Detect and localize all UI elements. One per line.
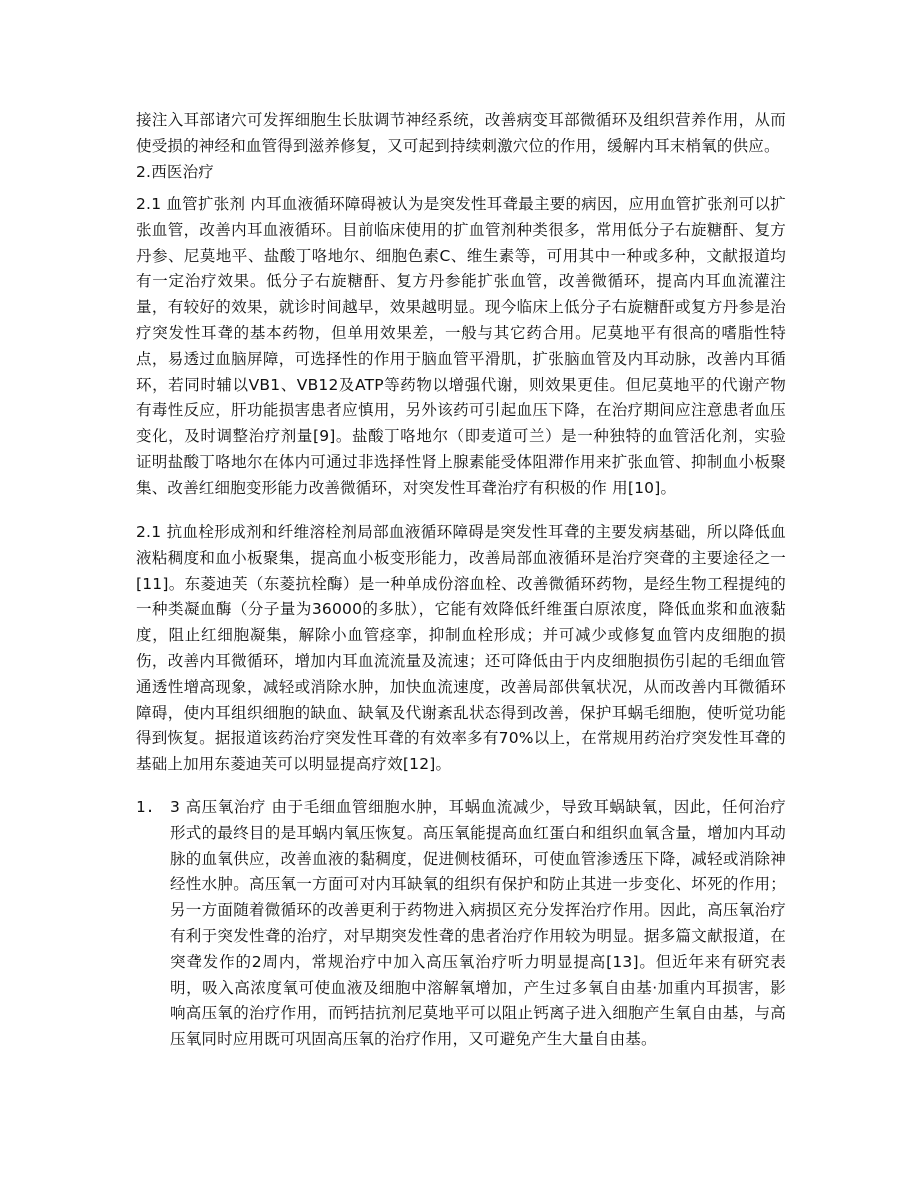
paragraph-intro: 接注入耳部诸穴可发挥细胞生长肽调节神经系统，改善病变耳部微循环及组织营养作用，从而使受损的神经和血管得到滋养修复，又可起到持续刺激穴位的作用，缓解内耳末梢氧的供应。 bbox=[136, 111, 786, 155]
section-heading-western-medicine: 2.西医治疗 bbox=[136, 163, 214, 181]
paragraph-hyperbaric-oxygen: 3 高压氧治疗 由于毛细血管细胞水肿，耳蜗血流减少，导致耳蜗缺氧，因此，任何治疗形式的最终目的是耳蜗内氧压恢复。高压氧能提高血红蛋白和组织血氧含量，增加内耳动脉的血氧供应，改善血液的黏稠度，促进侧枝循环，可使血管渗透压下降，减轻或消除神经性水肿。高压氧一方面可对内耳缺氧的组织有保护和防止其进一步变化、坏死的作用；另一方面随着微循环的改善更利于药物进入病损区充分发挥治疗作用。因此，高压氧治疗有利于突发性聋的治疗，对早期突发性聋的患者治疗作用较为明显。据多篇文献报道，在突聋发作的2周内，常规治疗中加入高压氧治疗听力明显提高[13]。但近年来有研究表明，吸入高浓度氧可使血液及细胞中溶解氧增加，产生过多氧自由基·加重内耳损害，影响高压氧的治疗作用，而钙拮抗剂尼莫地平可以阻止钙离子进入细胞产生氧自由基，与高压氧同时应用既可巩固高压氧的治疗作用，又可避免产生大量自由基。 bbox=[170, 798, 786, 1049]
paragraph-vasodilators: 2.1 血管扩张剂 内耳血液循环障碍被认为是突发性耳聋最主要的病因，应用血管扩张剂可以扩张血管，改善内耳血液循环。目前临床使用的扩血管剂种类很多，常用低分子右旋糖酐、复方丹参、尼莫地平、盐酸丁咯地尔、细胞色素C、维生素等，可用其中一种或多种，文献报道均有一定治疗效果。低分子右旋糖酐、复方丹参能扩张血管，改善微循环，提高内耳血流灌注量，有较好的效果，就诊时间越早，效果越明显。现今临床上低分子右旋糖酐或复方丹参是治疗突发性耳聋的基本药物，但单用效果差，一般与其它药合用。尼莫地平有很高的嗜脂性特点，易透过血脑屏障，可选择性的作用于脑血管平滑肌，扩张脑血管及内耳动脉，改善内耳循环，若同时辅以VB1、VB12及ATP等药物以增强代谢，则效果更佳。但尼莫地平的代谢产物有毒性反应，肝功能损害患者应慎用，另外该药可引起血压下降，在治疗期间应注意患者血压变化，及时调整治疗剂量[9]。盐酸丁咯地尔（即麦道可兰）是一种独特的血管活化剂，实验证明盐酸丁咯地尔在体内可通过非选择性肾上腺素能受体阻滞作用来扩张血管、抑制血小板聚集、改善红细胞变形能力改善微循环，对突发性耳聋治疗有积极的作 用[10]。 bbox=[136, 195, 786, 497]
paragraph-antithrombotics: 2.1 抗血栓形成剂和纤维溶栓剂局部血液循环障碍是突发性耳聋的主要发病基础，所以降低血液粘稠度和血小板聚集，提高血小板变形能力，改善局部血液循环是治疗突聋的主要途径之一[11]。东菱迪芙（东菱抗栓酶）是一种单成份溶血栓、改善微循环药物，是经生物工程提纯的一种类凝血酶（分子量为36000的多肽），它能有效降低纤维蛋白原浓度，降低血浆和血液黏度，阻止红细胞凝集，解除小血管痉挛，抑制血栓形成；并可减少或修复血管内皮细胞的损伤，改善内耳微循环，增加内耳血流流量及流速；还可降低由于内皮细胞损伤引起的毛细血管通透性增高现象，减轻或消除水肿，加快血流速度，改善局部供氧状况，从而改善内耳微循环障碍，使内耳组织细胞的缺血、缺氧及代谢紊乱状态得到改善，保护耳蜗毛细胞，使听觉功能得到恢复。据报道该药治疗突发性耳聋的有效率多有70%以上，在常规用药治疗突发性耳聋的基础上加用东菱迪芙可以明显提高疗效[12]。 bbox=[136, 523, 786, 774]
list-number: 1. bbox=[136, 798, 155, 816]
